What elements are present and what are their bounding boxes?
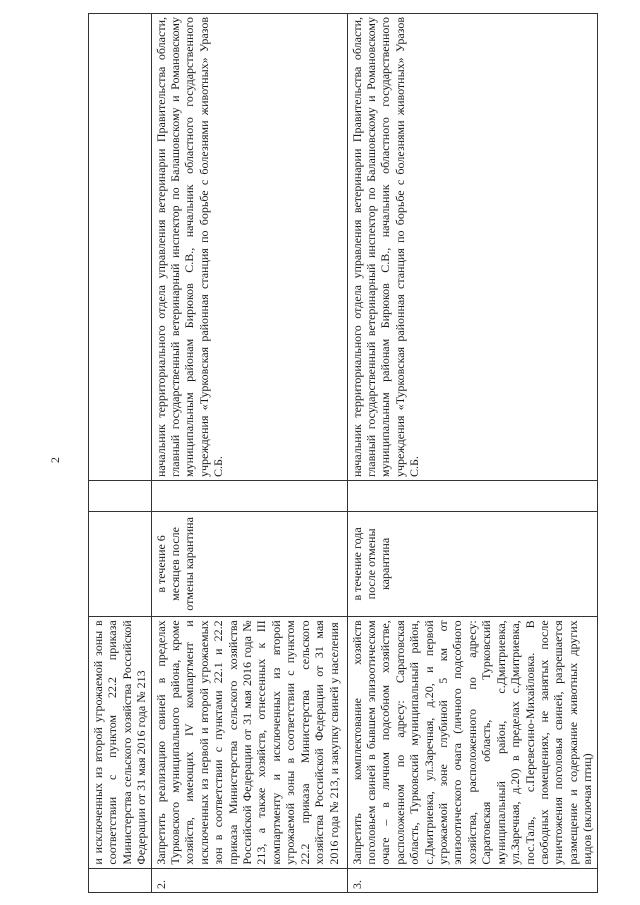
empty-cell [151, 481, 347, 512]
responsible-text [89, 14, 152, 481]
measures-table [88, 13, 598, 893]
empty-cell [347, 481, 597, 512]
row-number: 3. [347, 868, 597, 892]
row-number: 2. [151, 868, 347, 892]
term-text: в течение года после отмены карантина [347, 511, 597, 617]
table-row [347, 14, 597, 893]
measure-text: Запретить комплектование хозяйств поголовьем свиней в бывшем эпизоотическом очаге – в личном подсобном хозяйстве, расположенном по адресу: Саратовская область, Турковский муниципальный район, с.Дмитриевка, ул.Заречная, д.20, и первой угрожаемой зоне глубиной 5 км от эпизоотического очага (личного подсобного хозяйства, расположенного по адресу: Саратовская область, Турковский муниципальный район, с.Дмитриевка, ул.Заречная, д.20) в пределах с.Дмитриевка, пос.Таль, с.Перевесино-Михайловка. В свободных помещениях, не занятых после уничтожения поголовья свиней, разрешается размещение и содержание животных других видов (включая птиц) [347, 617, 597, 868]
term-text: в течение 6 месяцев после отмены карантина [151, 511, 347, 617]
table-row [151, 14, 347, 893]
row-number [89, 868, 152, 892]
empty-cell [89, 481, 152, 512]
term-text [89, 511, 152, 617]
responsible-text: начальник территориального отдела управления ветеринарии Правительства области, главный государственный ветеринарный инспектор по Балашовскому и Романовскому муниципальным районам Бирюков С.В., начальник областного государственного учреждения «Турковская районная станция по борьбе с болезнями животных» Уразов С.Б. [151, 14, 347, 481]
table-row [89, 14, 152, 893]
measure-text: и исключенных из второй угрожаемой зоны в соответствии с пунктом 22.2 приказа Министерства сельского хозяйства Российской Федерации от 31 мая 2016 года № 213 [89, 617, 152, 868]
measure-text: Запретить реализацию свиней в пределах Турковского муниципального района, кроме хозяйств, имеющих IV компартмент и исключенных из первой и второй угрожаемых зон в соответствии с пунктами 22.1 и 22.2 приказа Министерства сельского хозяйства Российской Федерации от 31 мая 2016 года № 213, а также хозяйств, отнесенных к III компартменту и исключенных из второй угрожаемой зоны в соответствии с пунктом 22.2 приказа Министерства сельского хозяйства Российской Федерации от 31 мая 2016 года № 213, и закупку свиней у населения [151, 617, 347, 868]
responsible-text: начальник территориального отдела управления ветеринарии Правительства области, главный государственный ветеринарный инспектор по Балашовскому и Романовскому муниципальным районам Бирюков С.В., начальник областного государственного учреждения «Турковская районная станция по борьбе с болезнями животных» Уразов С.Б. [347, 14, 597, 481]
page-number: 2 [48, 457, 62, 463]
